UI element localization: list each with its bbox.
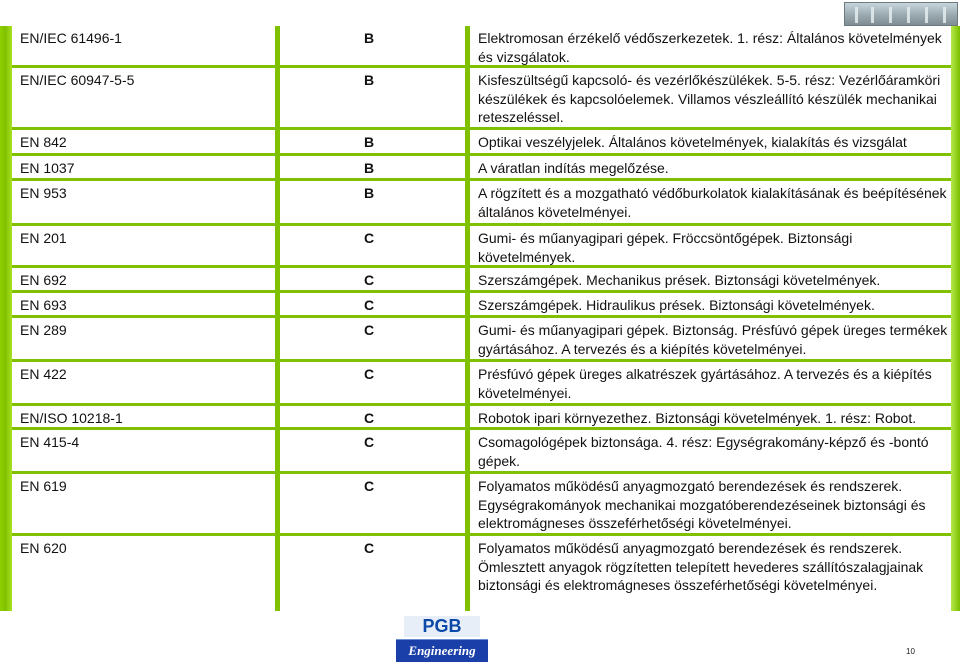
standard-type: B [364,30,375,46]
table-row [12,430,951,474]
table-row [12,268,951,293]
standard-code: EN 201 [20,230,67,246]
standard-type: B [364,134,375,150]
standard-description: Csomagológépek biztonsága. 4. rész: Egységrakomány-képző és -bontó gépek. [478,434,929,469]
right-accent-bar [951,26,960,611]
logo-text: PGB [404,616,479,637]
standard-type: C [364,434,375,450]
table-row [12,318,951,362]
standard-code: EN 953 [20,185,67,201]
table-row [12,362,951,406]
page-number: 10 [906,647,915,656]
standard-type: C [364,410,375,426]
standard-code: EN 1037 [20,160,75,176]
standard-code: EN/IEC 60947-5-5 [20,72,135,88]
standard-code: EN 289 [20,322,67,338]
standard-description: Robotok ipari környezethez. Biztonsági követelmények. 1. rész: Robot. [478,410,917,426]
standard-description: Folyamatos működésű anyagmozgató berendezések és rendszerek. Egységrakományok mechanikai mozgatóberendezéseinek biztonsági és elektromágneses összeférhetőségi követelményei. [478,478,926,531]
standard-description: Szerszámgépek. Mechanikus prések. Biztonsági követelmények. [478,272,881,288]
standard-code: EN 692 [20,272,67,288]
standard-description: A rögzített és a mozgatható védőburkolatok kialakításának és beépítésének általános követelményei. [478,185,947,220]
standard-type: B [364,160,375,176]
left-accent-bar [0,26,12,611]
standard-description: Folyamatos működésű anyagmozgató berendezések és rendszerek. Ömlesztett anyagok rögzítetten telepített hevederes szállítószalagjainak biztonsági és elektromágneses összeférhetőségi követelményei. [478,540,924,593]
standard-description: Présfúvó gépek üreges alkatrészek gyártásához. A tervezés és a kiépítés követelményei. [478,366,932,401]
standard-code: EN 415-4 [20,434,80,450]
table-row [12,68,951,130]
standard-type: C [364,230,375,246]
standard-description: Kisfeszültségű kapcsoló- és vezérlőkészülékek. 5-5. rész: Vezérlőáramköri készülékek és kapcsolóelemek. Villamos vészleállító készülék mechanikai reteszeléssel. [478,72,941,125]
pgb-logo [396,614,488,662]
table-row [12,536,951,611]
standard-type: B [364,185,375,201]
standard-description: A váratlan indítás megelőzése. [478,160,669,176]
table-row [12,226,951,268]
table-row [12,26,951,68]
table-row [12,181,951,226]
standard-description: Szerszámgépek. Hidraulikus prések. Biztonsági követelmények. [478,297,875,313]
standard-type: C [364,366,375,382]
table-row [12,130,951,156]
column-divider [275,26,280,611]
standard-type: C [364,297,375,313]
header-photo [844,2,958,26]
standard-code: EN 619 [20,478,67,494]
logo-subtext: Engineering [396,640,488,662]
standard-code: EN 620 [20,540,67,556]
standard-code: EN/IEC 61496-1 [20,30,122,46]
standard-type: B [364,72,375,88]
top-strip [0,0,960,26]
standard-code: EN 693 [20,297,67,313]
table-row [12,474,951,536]
table-row [12,156,951,181]
standard-description: Elektromosan érzékelő védőszerkezetek. 1. rész: Általános követelmények és vizsgálatok. [478,30,942,65]
standard-type: C [364,540,375,556]
standard-description: Gumi- és műanyagipari gépek. Biztonság. Présfúvó gépek üreges termékek gyártásához. A tervezés és a kiépítés követelményei. [478,322,948,357]
standard-type: C [364,272,375,288]
standard-code: EN 842 [20,134,67,150]
standard-code: EN/ISO 10218-1 [20,410,123,426]
table-row [12,406,951,430]
column-divider [465,26,470,611]
standard-description: Optikai veszélyjelek. Általános követelmények, kialakítás és vizsgálat [478,134,907,150]
standard-type: C [364,478,375,494]
table-row [12,293,951,318]
standard-type: C [364,322,375,338]
standard-description: Gumi- és műanyagipari gépek. Fröccsöntőgépek. Biztonsági követelmények. [478,230,853,265]
standard-code: EN 422 [20,366,67,382]
